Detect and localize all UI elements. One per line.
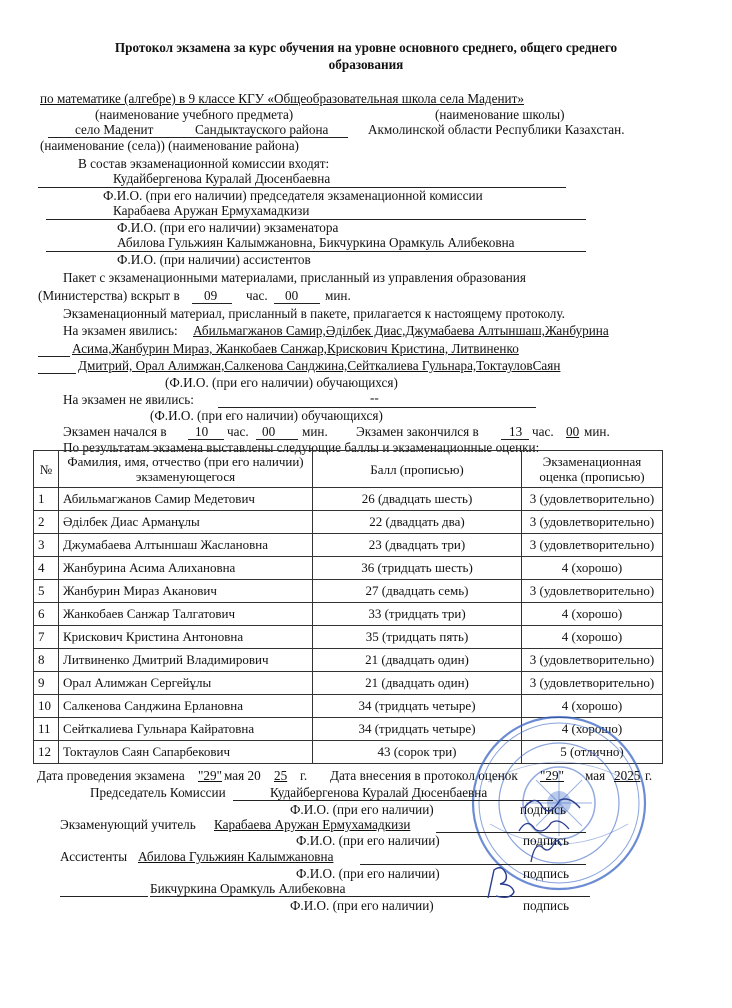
examiner-signature-icon	[515, 815, 575, 837]
hint-village-district: (наименование (села)) (наименование района)	[40, 138, 299, 153]
assistant2-sign-hint: подпись	[523, 898, 569, 913]
row-number: 3	[34, 534, 59, 557]
entry-date-month: мая	[585, 768, 606, 783]
score-text: 23 (двадцать три)	[313, 534, 522, 557]
chair-sign-hint: подпись	[520, 802, 566, 817]
header-score: Балл (прописью)	[313, 451, 522, 488]
chair-fio-hint: Ф.И.О. (при его наличии)	[290, 802, 434, 817]
examiner-sign-name: Карабаева Аружан Ермухамадкизи	[214, 817, 411, 832]
grade-text: 4 (хорошо)	[522, 603, 663, 626]
student-name: Литвиненко Дмитрий Владимирович	[59, 649, 313, 672]
row-number: 1	[34, 488, 59, 511]
table-row	[34, 672, 663, 695]
hint-subject: (наименование учебного предмета)	[95, 107, 294, 122]
chair-signature-icon	[520, 790, 590, 816]
table-row	[34, 603, 663, 626]
table-row	[34, 511, 663, 534]
start-min: 00	[262, 424, 276, 439]
absent-hint: (Ф.И.О. (при его наличии) обучающихся)	[150, 408, 383, 423]
chair-sign-name: Кудайбергенова Куралай Дюсенбаевна	[270, 785, 488, 800]
row-number: 8	[34, 649, 59, 672]
score-text: 43 (сорок три)	[313, 741, 522, 764]
table-row	[34, 488, 663, 511]
end-min-unit: мин.	[584, 424, 610, 439]
student-name: Сейткалиева Гульнара Кайратовна	[59, 718, 313, 741]
grade-text: 4 (хорошо)	[522, 557, 663, 580]
commission-intro: В состав экзаменационной комиссии входят:	[78, 156, 330, 171]
student-name: Әділбек Диас Арманұлы	[59, 511, 313, 534]
exam-date-label: Дата проведения экзамена	[37, 768, 185, 783]
grade-text: 3 (удовлетворительно)	[522, 580, 663, 603]
end-min: 00	[566, 424, 580, 439]
student-name: Джумабаева Алтыншаш Жаслановна	[59, 534, 313, 557]
header-grade: Экзаменационная оценка (прописью)	[522, 451, 663, 488]
assistant1-sign-hint: подпись	[523, 866, 569, 881]
student-name: Жанкобаев Санжар Талгатович	[59, 603, 313, 626]
assistant1-sign-name: Абилова Гульжиян Калымжановна	[138, 849, 334, 864]
table-row	[34, 580, 663, 603]
start-hour-unit: час.	[227, 424, 249, 439]
results-intro: По результатам экзамена выставлены следующие баллы и экзаменационные оценки:	[63, 440, 540, 455]
row-number: 4	[34, 557, 59, 580]
row-number: 5	[34, 580, 59, 603]
row-number: 12	[34, 741, 59, 764]
row-number: 11	[34, 718, 59, 741]
score-text: 21 (двадцать один)	[313, 649, 522, 672]
student-name: Жанбурина Асима Алихановна	[59, 557, 313, 580]
document-title-line1: Протокол экзамена за курс обучения на уровне основного среднего, общего среднего	[114, 40, 618, 55]
table-header-row	[34, 451, 663, 488]
score-text: 35 (тридцать пять)	[313, 626, 522, 649]
score-text: 22 (двадцать два)	[313, 511, 522, 534]
student-name: Жанбурин Мираз Аканович	[59, 580, 313, 603]
student-name: Крискович Кристина Антоновна	[59, 626, 313, 649]
chair-hint: Ф.И.О. (при его наличии) председателя экзаменационной комиссии	[103, 188, 483, 203]
table-row	[34, 626, 663, 649]
assistants-sign-label: Ассистенты	[60, 849, 128, 864]
row-number: 2	[34, 511, 59, 534]
start-label: Экзамен начался в	[63, 424, 167, 439]
start-min-unit: мин.	[302, 424, 328, 439]
package-min: 00	[285, 288, 299, 303]
row-number: 9	[34, 672, 59, 695]
material-line: Экзаменационный материал, присланный в пакете, прилагается к настоящему протоколу.	[63, 306, 565, 321]
table-row	[34, 557, 663, 580]
assistants-name: Абилова Гульжиян Калымжановна, Бикчуркина Орамкуль Алибековна	[117, 235, 515, 250]
appeared-line1: Абильмагжанов Самир,Әділбек Диас,Джумабаева Алтыншаш,Жанбурина	[193, 323, 609, 338]
examiner-sign-label: Экзаменующий учитель	[60, 817, 196, 832]
hint-school: (наименование школы)	[435, 107, 565, 122]
appeared-line3-lead	[38, 373, 76, 374]
header-name: Фамилия, имя, отчество (при его наличии) экзаменующегося	[59, 451, 313, 488]
end-label: Экзамен закончился в	[356, 424, 479, 439]
chair-sign-label: Председатель Комиссии	[90, 785, 226, 800]
score-text: 27 (двадцать семь)	[313, 580, 522, 603]
start-hour: 10	[195, 424, 209, 439]
package-line1: Пакет с экзаменационными материалами, присланный из управления образования	[63, 270, 526, 285]
package-min-unit: мин.	[325, 288, 351, 303]
package-line2-label: (Министерства) вскрыт в	[38, 288, 180, 303]
assistant2-fio-hint: Ф.И.О. (при его наличии)	[290, 898, 434, 913]
row-number: 6	[34, 603, 59, 626]
region-name: Акмолинской области Республики Казахстан.	[368, 122, 625, 137]
appeared-line3: Дмитрий, Орал Алимжан,Салкенова Санджина,Сейткалиева Гульнара,ТоктауловСаян	[78, 358, 561, 373]
entry-date-day: "29"	[540, 768, 564, 783]
student-name: Токтаулов Саян Сапарбекович	[59, 741, 313, 764]
appeared-label: На экзамен явились:	[63, 323, 178, 338]
score-text: 33 (тридцать три)	[313, 603, 522, 626]
examiner-hint: Ф.И.О. (при его наличии) экзаменатора	[117, 220, 339, 235]
end-hour-unit: час.	[532, 424, 554, 439]
entry-date-label: Дата внесения в протокол оценок	[330, 768, 518, 783]
package-hour: 09	[204, 288, 218, 303]
entry-date-year: 2025	[614, 768, 641, 783]
score-text: 21 (двадцать один)	[313, 672, 522, 695]
grade-text: 4 (хорошо)	[522, 695, 663, 718]
score-text: 36 (тридцать шесть)	[313, 557, 522, 580]
absent-label: На экзамен не явились:	[63, 392, 194, 407]
grade-text: 3 (удовлетворительно)	[522, 534, 663, 557]
appeared-hint: (Ф.И.О. (при его наличии) обучающихся)	[165, 375, 398, 390]
district-name: Сандыктауского района	[195, 122, 329, 137]
exam-date-month: мая 20	[224, 768, 261, 783]
grade-text: 4 (хорошо)	[522, 718, 663, 741]
student-name: Орал Алимжан Сергейұлы	[59, 672, 313, 695]
score-text: 34 (тридцать четыре)	[313, 695, 522, 718]
student-name: Абильмагжанов Самир Медетович	[59, 488, 313, 511]
appeared-line2-lead	[38, 356, 70, 357]
grade-text: 3 (удовлетворительно)	[522, 649, 663, 672]
appeared-line2: Асима,Жанбурин Мираз, Жанкобаев Санжар,Крискович Кристина, Литвиненко	[72, 341, 519, 356]
subject-school-line: по математике (алгебре) в 9 классе КГУ «Общеобразовательная школа села Маденит»	[40, 91, 524, 106]
table-row	[34, 534, 663, 557]
assistant1-signature-icon	[525, 836, 565, 866]
chair-name: Кудайбергенова Куралай Дюсенбаевна	[113, 171, 331, 186]
village-name: село Маденит	[75, 122, 154, 137]
package-hour-unit: час.	[246, 288, 268, 303]
score-text: 26 (двадцать шесть)	[313, 488, 522, 511]
assistant2-signature-icon	[480, 862, 526, 902]
exam-date-day: "29"	[198, 768, 222, 783]
grade-text: 5 (отлично)	[522, 741, 663, 764]
document-title-line2: образования	[328, 57, 404, 72]
grade-text: 3 (удовлетворительно)	[522, 488, 663, 511]
grade-text: 4 (хорошо)	[522, 626, 663, 649]
header-number: №	[34, 451, 59, 488]
examiner-fio-hint: Ф.И.О. (при его наличии)	[296, 833, 440, 848]
row-number: 7	[34, 626, 59, 649]
grade-text: 3 (удовлетворительно)	[522, 511, 663, 534]
grade-text: 3 (удовлетворительно)	[522, 672, 663, 695]
end-hour: 13	[509, 424, 523, 439]
examiner-sign-hint: подпись	[523, 833, 569, 848]
exam-date-suffix: г.	[300, 768, 308, 783]
examiner-name: Карабаева Аружан Ермухамадкизи	[113, 203, 310, 218]
student-name: Салкенова Санджина Ерлановна	[59, 695, 313, 718]
row-number: 10	[34, 695, 59, 718]
assistant2-sign-name: Бикчуркина Орамкуль Алибековна	[150, 881, 346, 896]
table-row	[34, 649, 663, 672]
assistants-hint: Ф.И.О. (при наличии) ассистентов	[117, 252, 311, 267]
assistant2-lead-underline	[60, 896, 148, 897]
score-text: 34 (тридцать четыре)	[313, 718, 522, 741]
absent-value: --	[370, 390, 379, 405]
entry-date-suffix: г.	[645, 768, 653, 783]
exam-date-year: 25	[274, 768, 288, 783]
assistant1-fio-hint: Ф.И.О. (при его наличии)	[296, 866, 440, 881]
